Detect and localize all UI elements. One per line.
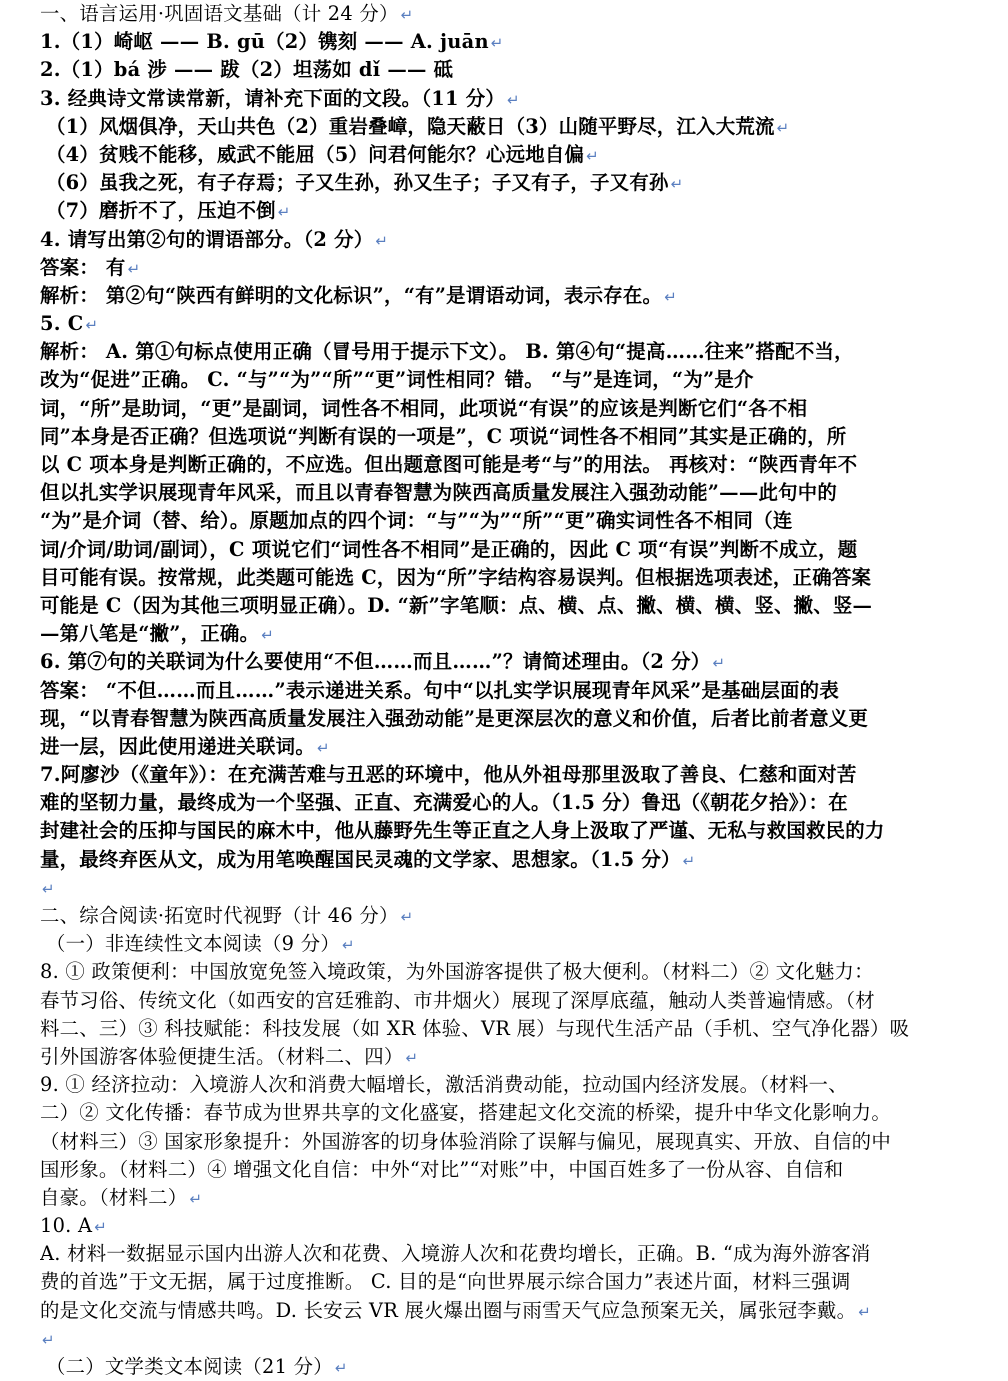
line-text: 料二、三）③ 科技赋能：科技发展（如 XR 体验、VR 展）与现代生活产品（手机、空气净化器）吸 bbox=[40, 1016, 910, 1040]
paragraph-mark-icon: ↵ bbox=[94, 1218, 108, 1237]
line-text: 4. 请写出第②句的谓语部分。（2 分） bbox=[40, 227, 374, 251]
line-text: 二）② 文化传播：春节成为世界共享的文化盛宴，搭建起文化交流的桥梁，提升中华文化影响力。 bbox=[40, 1101, 891, 1125]
line-text: 一、语言运用·巩固语文基础（计 24 分） bbox=[40, 2, 399, 25]
text-line bbox=[40, 479, 992, 507]
paragraph-mark-icon: ↵ bbox=[375, 231, 389, 250]
line-text: 费的首选”于文无据，属于过度推断。 C. 目的是“向世界展示综合国力”表述片面，材料三强调 bbox=[40, 1270, 851, 1294]
paragraph-mark-icon: ↵ bbox=[127, 259, 141, 278]
line-text: 量，最终弃医从文，成为用笔唤醒国民灵魂的文学家、思想家。（1.5 分） bbox=[40, 847, 681, 871]
paragraph-mark-icon: ↵ bbox=[277, 203, 291, 222]
line-text: 7.阿廖沙（《童年》）：在充满苦难与丑恶的环境中，他从外祖母那里汲取了善良、仁慈和面对苦 bbox=[40, 763, 857, 787]
line-text: 进一层，因此使用递进关联词。 bbox=[40, 734, 315, 758]
line-text: （7）磨折不了，压迫不倒 bbox=[46, 199, 276, 223]
paragraph-mark-icon: ↵ bbox=[400, 908, 414, 926]
line-text: 解析： 第②句“陕西有鲜明的文化标识”，“有”是谓语动词，表示存在。 bbox=[40, 283, 663, 307]
paragraph-mark-icon: ↵ bbox=[776, 118, 790, 137]
paragraph-mark-icon: ↵ bbox=[405, 1048, 419, 1067]
text-line bbox=[40, 1212, 992, 1240]
text-line bbox=[40, 817, 992, 845]
line-text: （一）非连续性文本阅读（9 分） bbox=[46, 932, 340, 956]
text-line bbox=[40, 366, 992, 394]
text-line bbox=[40, 113, 992, 141]
line-text: 引外国游客体验便捷生活。（材料二、四） bbox=[40, 1044, 404, 1068]
text-line bbox=[40, 85, 992, 113]
text-line bbox=[40, 874, 992, 902]
text-line bbox=[40, 282, 992, 310]
text-line bbox=[40, 648, 992, 676]
text-line bbox=[40, 423, 992, 451]
text-line bbox=[40, 958, 992, 986]
paragraph-mark-icon: ↵ bbox=[85, 316, 99, 335]
text-line bbox=[40, 761, 992, 789]
text-line bbox=[40, 197, 992, 225]
line-text: 3. 经典诗文常读常新，请补充下面的文段。（11 分） bbox=[40, 86, 505, 110]
text-line bbox=[40, 987, 992, 1015]
line-text: 二、综合阅读·拓宽时代视野（计 46 分） bbox=[40, 904, 399, 927]
paragraph-mark-icon: ↵ bbox=[261, 626, 275, 645]
line-text: 现，“以青春智慧为陕西高质量发展注入强劲动能”是更深层次的意义和价值，后者比前者意义更 bbox=[40, 706, 869, 730]
paragraph-mark-icon: ↵ bbox=[42, 1330, 55, 1349]
line-text: 难的坚韧力量，最终成为一个坚强、正直、充满爱心的人。（1.5 分）鲁迅（《朝花夕拾》）：在 bbox=[40, 791, 848, 815]
line-text: —第八笔是“撇”，正确。 bbox=[40, 622, 260, 646]
line-text: 10. A bbox=[40, 1214, 93, 1238]
text-line bbox=[40, 141, 992, 169]
paragraph-mark-icon: ↵ bbox=[586, 146, 599, 165]
line-text: 改为“促进”正确。 C. “与”“为”“所”“更”词性相同？错。 “与”是连词，“为”是介 bbox=[40, 368, 754, 392]
line-text: 5. C bbox=[40, 312, 84, 336]
text-line bbox=[40, 1128, 992, 1156]
text-line bbox=[40, 1156, 992, 1184]
text-line bbox=[40, 1184, 992, 1212]
line-text: 解析： A. 第①句标点使用正确（冒号用于提示下文）。 B. 第④句“提高……往来”搭配不当， bbox=[40, 340, 854, 364]
text-line bbox=[40, 451, 992, 479]
line-text: 春节习俗、传统文化（如西安的宫廷雅韵、市井烟火）展现了深厚底蕴，触动人类普遍情感。（材 bbox=[40, 988, 875, 1012]
text-line bbox=[40, 930, 992, 958]
text-line bbox=[40, 564, 992, 592]
text-line bbox=[40, 1353, 992, 1381]
paragraph-mark-icon: ↵ bbox=[42, 879, 55, 898]
text-line bbox=[40, 705, 992, 733]
text-line bbox=[40, 536, 992, 564]
text-line bbox=[40, 1240, 992, 1268]
line-text: 国形象。（材料二）④ 增强文化自信：中外“对比”“对账”中，中国百姓多了一份从容、自信和 bbox=[40, 1157, 844, 1181]
text-line bbox=[40, 56, 992, 84]
text-line bbox=[40, 1043, 992, 1071]
line-text: 以 C 项本身是判断正确的，不应选。但出题意图可能是考“与”的用法。 再核对：“陕西青年不 bbox=[40, 453, 858, 476]
paragraph-mark-icon: ↵ bbox=[341, 936, 355, 955]
text-line bbox=[40, 846, 992, 874]
line-text: 封建社会的压抑与国民的麻木中，他从藤野先生等正直之人身上汲取了严谨、无私与救国救民的力 bbox=[40, 819, 885, 843]
paragraph-mark-icon: ↵ bbox=[712, 654, 726, 673]
text-line bbox=[40, 338, 992, 366]
line-text: 1.（1）崎岖 —— B. gū（2）镌刻 —— A. juān bbox=[40, 30, 489, 54]
line-text: 同”本身是否正确？但选项说“判断有误的一项是”，C 项说“词性各不相同”其实是正确的，所 bbox=[40, 424, 847, 448]
line-text: 6. 第⑦句的关联词为什么要使用“不但……而且……”？请简述理由。（2 分） bbox=[40, 650, 711, 674]
text-line bbox=[40, 507, 992, 535]
text-line bbox=[40, 1297, 992, 1325]
paragraph-mark-icon: ↵ bbox=[664, 287, 678, 306]
text-line bbox=[40, 1099, 992, 1127]
text-line bbox=[40, 0, 992, 28]
paragraph-mark-icon: ↵ bbox=[189, 1189, 203, 1208]
text-line bbox=[40, 1325, 992, 1353]
line-text: 8. ① 政策便利：中国放宽免签入境政策，为外国游客提供了极大便利。（材料二）② 文化魅力： bbox=[40, 960, 874, 984]
line-text: 词，“所”是助词，“更”是副词，词性各不相同，此项说“有误”的应该是判断它们“各不相 bbox=[40, 396, 808, 420]
text-line bbox=[40, 789, 992, 817]
paragraph-mark-icon: ↵ bbox=[334, 1359, 348, 1377]
line-text: 目可能有误。按常规，此类题可能选 C，因为“所”字结构容易误判。但根据选项表述，正确答案 bbox=[40, 565, 872, 589]
line-text: 答案： “不但……而且……”表示递进关系。句中“以扎实学识展现青年风采”是基础层面的表 bbox=[40, 678, 839, 702]
line-text: （4）贫贱不能移，威武不能屈（5）问君何能尔？心远地自偏 bbox=[46, 142, 585, 166]
line-text: （1）风烟俱净，天山共色（2）重岩叠嶂，隐天蔽日（3）山随平野尽，江入大荒流 bbox=[46, 114, 775, 138]
paragraph-mark-icon: ↵ bbox=[490, 34, 504, 53]
text-line bbox=[40, 310, 992, 338]
text-line bbox=[40, 592, 992, 620]
line-text: 2.（1）bá 涉 —— 跋（2）坦荡如 dǐ —— 砥 bbox=[40, 58, 454, 82]
line-text: “为”是介词（替、给）。原题加点的四个词：“与”“为”“所”“更”确实词性各不相同（连 bbox=[40, 509, 793, 533]
text-line bbox=[40, 1268, 992, 1296]
line-text: （材料三）③ 国家形象提升：外国游客的切身体验消除了误解与偏见，展现真实、开放、自信的中 bbox=[40, 1129, 891, 1153]
text-line bbox=[40, 254, 992, 282]
text-line bbox=[40, 902, 992, 930]
text-line bbox=[40, 1071, 992, 1099]
line-text: （6）虽我之死，有子存焉；子又生孙，孙又生子；子又有子，子又有孙 bbox=[46, 171, 669, 195]
paragraph-mark-icon: ↵ bbox=[506, 90, 520, 109]
text-line bbox=[40, 169, 992, 197]
text-line bbox=[40, 395, 992, 423]
line-text: A. 材料一数据显示国内出游人次和花费、入境游人次和花费均增长，正确。B. “成为海外游客消 bbox=[40, 1242, 871, 1266]
line-text: 9. ① 经济拉动：入境游人次和消费大幅增长，激活消费动能，拉动国内经济发展。（材料一、 bbox=[40, 1073, 848, 1097]
line-text: （二）文学类文本阅读（21 分） bbox=[46, 1355, 333, 1378]
text-line bbox=[40, 28, 992, 56]
text-line bbox=[40, 226, 992, 254]
line-text: 词/介词/助词/副词），C 项说它们“词性各不相同”是正确的，因此 C 项“有误”判断不成立，题 bbox=[40, 537, 858, 561]
line-text: 但以扎实学识展现青年风采，而且以青春智慧为陕西高质量发展注入强劲动能”——此句中的 bbox=[40, 481, 838, 505]
paragraph-mark-icon: ↵ bbox=[682, 851, 696, 870]
paragraph-mark-icon: ↵ bbox=[858, 1302, 872, 1321]
line-text: 的是文化交流与情感共鸣。D. 长安云 VR 展火爆出圈与雨雪天气应急预案无关，属张冠李戴。 bbox=[40, 1298, 857, 1322]
line-text: 答案： 有 bbox=[40, 255, 126, 279]
paragraph-mark-icon: ↵ bbox=[316, 738, 330, 757]
paragraph-mark-icon: ↵ bbox=[400, 6, 414, 24]
text-line bbox=[40, 733, 992, 761]
text-line bbox=[40, 1015, 992, 1043]
line-text: 可能是 C（因为其他三项明显正确）。D. “新”字笔顺：点、横、点、撇、横、横、竖、撇、竖— bbox=[40, 593, 873, 617]
paragraph-mark-icon: ↵ bbox=[670, 175, 684, 194]
text-line bbox=[40, 677, 992, 705]
text-line bbox=[40, 620, 992, 648]
line-text: 自豪。（材料二） bbox=[40, 1185, 188, 1209]
